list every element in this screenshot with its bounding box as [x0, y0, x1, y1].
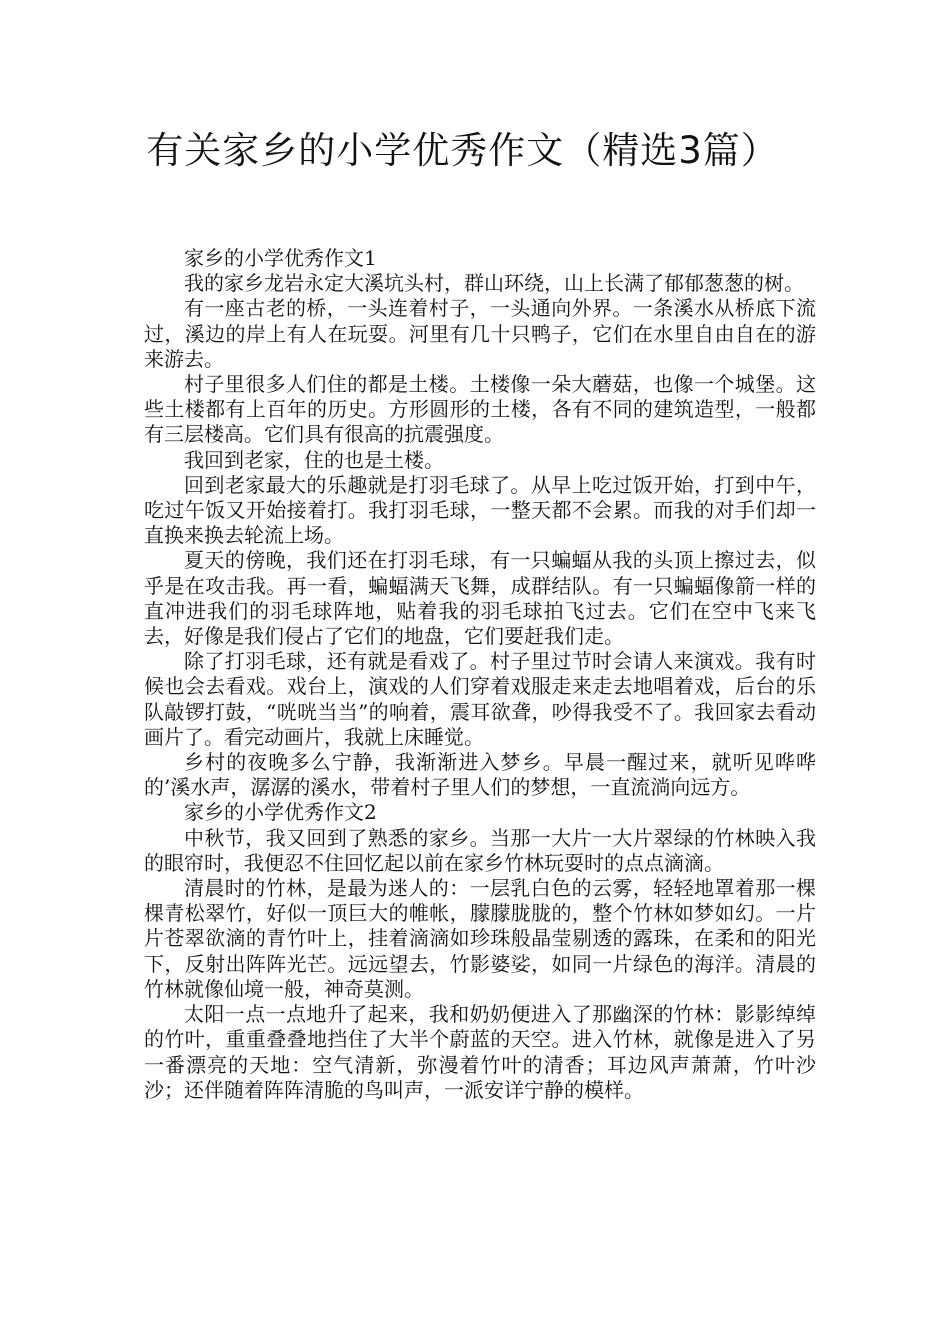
paragraph: 太阳一点一点地升了起来，我和奶奶便进入了那幽深的竹林：影影绰绰的竹叶，重重叠叠地挡住了大半个蔚蓝的天空。进入竹林，就像是进入了另一番漂亮的天地：空气清新，弥漫着竹叶的清香；耳边风声萧萧，竹叶沙沙；还伴随着阵阵清脆的鸟叫声，一派安详宁静的模样。: [144, 1002, 816, 1102]
paragraph: 清晨时的竹林，是最为迷人的：一层乳白色的云雾，轻轻地罩着那一棵棵青松翠竹，好似一顶巨大的帷帐，朦朦胧胧的，整个竹林如梦如幻。一片片苍翠欲滴的青竹叶上，挂着滴滴如珍珠般晶莹剔透的露珠，在柔和的阳光下，反射出阵阵光芒。远远望去，竹影婆娑，如同一片绿色的海洋。清晨的竹林就像仙境一般，神奇莫测。: [144, 876, 816, 1001]
paragraph: 我的家乡龙岩永定大溪坑头村，群山环绕，山上长满了郁郁葱葱的树。: [184, 271, 804, 296]
paragraph: 除了打羽毛球，还有就是看戏了。村子里过节时会请人来演戏。我有时候也会去看戏。戏台上，演戏的人们穿着戏服走来走去地唱着戏，后台的乐队敲锣打鼓，“咣咣当当”的响着，震耳欲聋，吵得我受不了。我回家去看动画片了。看完动画片，我就上床睡觉。: [144, 649, 816, 749]
paragraph: 回到老家最大的乐趣就是打羽毛球了。从早上吃过饭开始，打到中午，吃过午饭又开始接着打。我打羽毛球，一整天都不会累。而我的对手们却一直换来换去轮流上场。: [144, 472, 816, 548]
paragraph: 中秋节，我又回到了熟悉的家乡。当那一大片一大片翠绿的竹林映入我的眼帘时，我便忍不住回忆起以前在家乡竹林玩耍时的点点滴滴。: [144, 825, 816, 875]
paragraph: 乡村的夜晚多么宁静，我渐渐进入梦乡。早晨一醒过来，就听见哗哗的’溪水声，潺潺的溪水，带着村子里人们的梦想，一直流淌向远方。: [144, 750, 816, 800]
section-heading-2: 家乡的小学优秀作文2: [184, 800, 377, 825]
section-heading-1: 家乡的小学优秀作文1: [184, 246, 377, 270]
document-body: [144, 246, 816, 1103]
paragraph: 有一座古老的桥，一头连着村子，一头通向外界。一条溪水从桥底下流过，溪边的岸上有人在玩耍。河里有几十只鸭子，它们在水里自由自在的游来游去。: [144, 296, 816, 371]
document-title: 有关家乡的小学优秀作文（精选3篇）: [146, 129, 779, 172]
paragraph: 村子里很多人们住的都是土楼。土楼像一朵大蘑菇，也像一个城堡。这些土楼都有上百年的历史。方形圆形的土楼，各有不同的建筑造型，一般都有三层楼高。它们具有很高的抗震强度。: [144, 372, 816, 447]
paragraph: 我回到老家，住的也是土楼。: [184, 447, 444, 472]
paragraph: 夏天的傍晚，我们还在打羽毛球，有一只蝙蝠从我的头顶上擦过去，似乎是在攻击我。再一看，蝙蝠满天飞舞，成群结队。有一只蝙蝠像箭一样的直冲进我们的羽毛球阵地，贴着我的羽毛球拍飞过去。它们在空中飞来飞去，好像是我们侵占了它们的地盘，它们要赶我们走。: [144, 548, 816, 649]
